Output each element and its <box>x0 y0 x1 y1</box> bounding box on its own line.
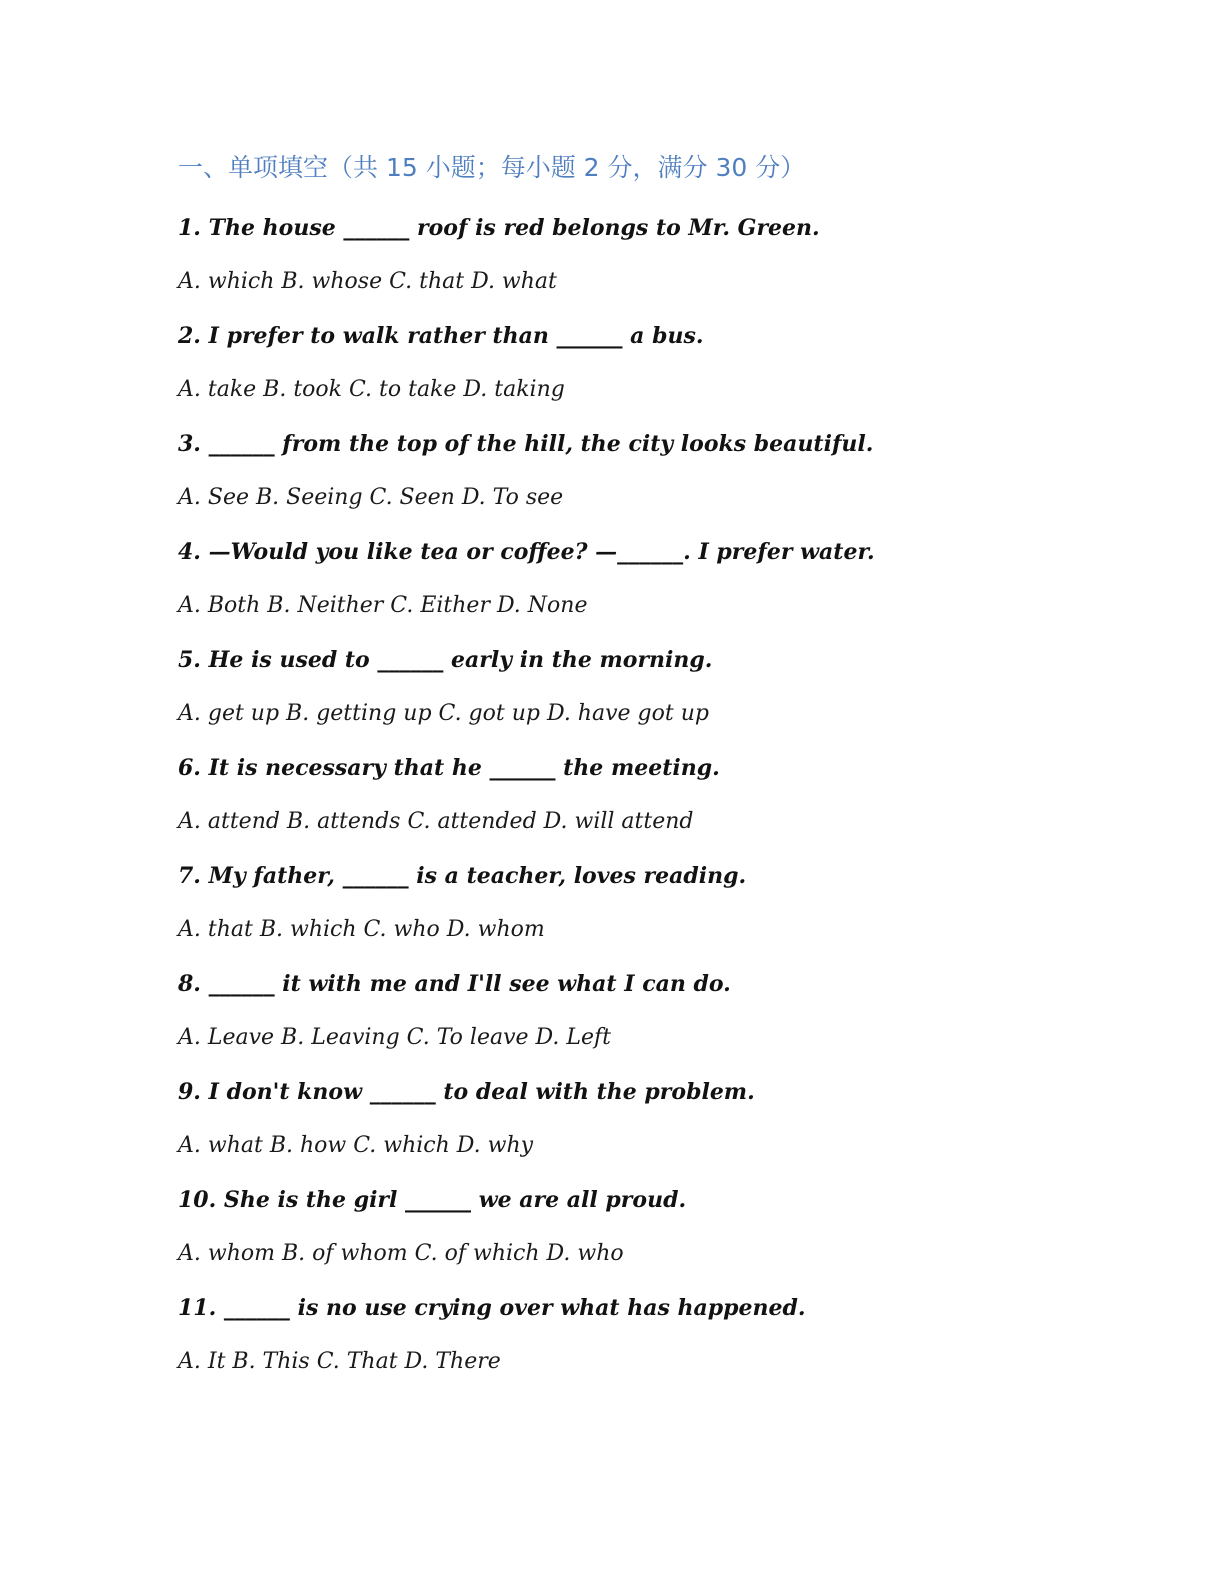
question-stem: 3. ______ from the top of the hill, the city looks beautiful. <box>178 431 874 457</box>
question-stem: 8. ______ it with me and I'll see what I can do. <box>178 971 731 997</box>
question-1 <box>178 212 1078 298</box>
exam-content <box>178 146 1078 1378</box>
question-options: A. See B. Seeing C. Seen D. To see <box>178 485 564 510</box>
question-stem: 10. She is the girl ______ we are all proud. <box>178 1187 687 1213</box>
section-title: 一、单项填空（共 15 小题；每小题 2 分，满分 30 分） <box>178 153 806 182</box>
question-2 <box>178 320 1078 406</box>
question-options: A. take B. took C. to take D. taking <box>178 377 565 402</box>
question-options: A. It B. This C. That D. There <box>178 1349 501 1374</box>
question-stem: 9. I don't know ______ to deal with the problem. <box>178 1079 755 1105</box>
question-9 <box>178 1076 1078 1162</box>
question-stem: 6. It is necessary that he ______ the meeting. <box>178 755 720 781</box>
question-stem: 1. The house ______ roof is red belongs to Mr. Green. <box>178 215 820 241</box>
question-options: A. which B. whose C. that D. what <box>178 269 557 294</box>
question-stem: 4. —Would you like tea or coffee? —______. I prefer water. <box>178 539 875 565</box>
question-options: A. Leave B. Leaving C. To leave D. Left <box>178 1025 611 1050</box>
question-stem: 7. My father, ______ is a teacher, loves reading. <box>178 863 747 889</box>
question-6 <box>178 752 1078 838</box>
question-stem: 5. He is used to ______ early in the morning. <box>178 647 713 673</box>
question-options: A. what B. how C. which D. why <box>178 1133 534 1158</box>
question-stem: 11. ______ is no use crying over what has happened. <box>178 1295 806 1321</box>
question-stem: 2. I prefer to walk rather than ______ a bus. <box>178 323 704 349</box>
question-options: A. get up B. getting up C. got up D. have got up <box>178 701 709 726</box>
question-options: A. whom B. of whom C. of which D. who <box>178 1241 624 1266</box>
question-4 <box>178 536 1078 622</box>
question-11 <box>178 1292 1078 1378</box>
question-7 <box>178 860 1078 946</box>
question-options: A. that B. which C. who D. whom <box>178 917 545 942</box>
question-3 <box>178 428 1078 514</box>
question-options: A. Both B. Neither C. Either D. None <box>178 593 588 618</box>
question-5 <box>178 644 1078 730</box>
question-options: A. attend B. attends C. attended D. will attend <box>178 809 694 834</box>
question-8 <box>178 968 1078 1054</box>
question-10 <box>178 1184 1078 1270</box>
